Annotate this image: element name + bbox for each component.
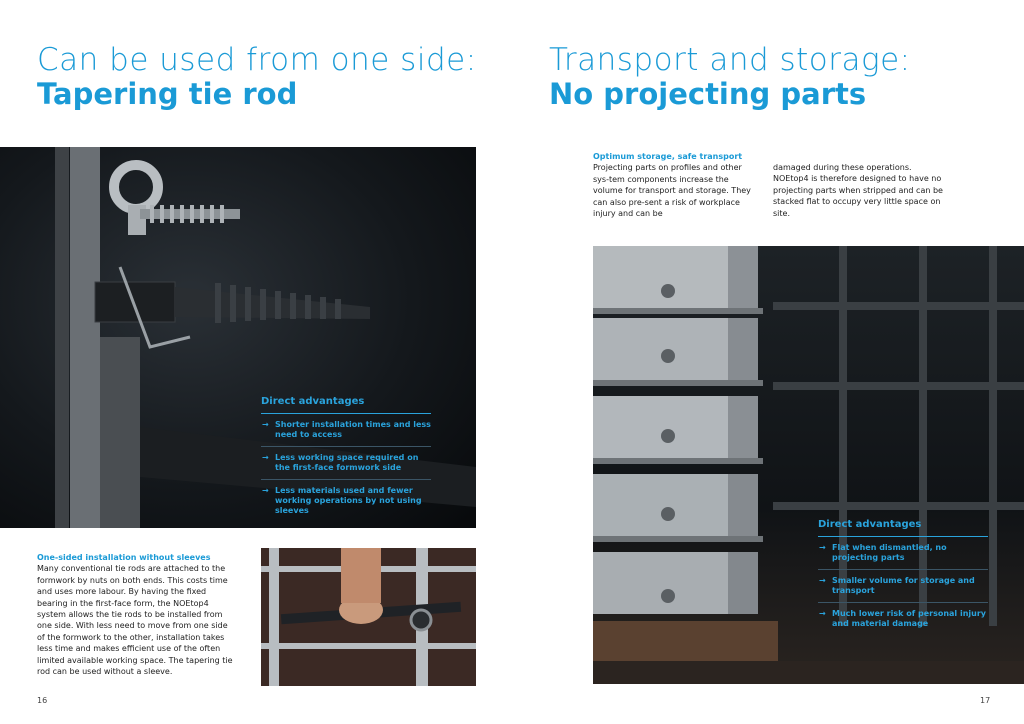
left-advantages-list [261,414,431,522]
advantage-text: Less working space required on the first-face formwork side [275,453,419,472]
list-item [818,537,988,570]
right-body-text-col2 [773,162,943,219]
advantage-text: Shorter installation times and less need to access [275,420,431,439]
list-item [261,480,431,522]
advantage-text: Much lower risk of personal injury and material damage [832,609,986,628]
left-body-text [37,552,237,677]
list-item [261,414,431,447]
right-body-text-col1 [593,151,758,219]
left-advantages-box [261,396,431,522]
right-headline-bold: No projecting parts [549,76,867,111]
right-body-paragraph-b: damaged during these operations. NOEtop4 is therefore designed to have no projecting parts when stripped and can be stacked flat to occupy very little space on site. [773,163,943,218]
right-body-lead: Optimum storage, safe transport [593,152,743,161]
left-headline-light: Can be used from one side: [37,42,477,78]
arrow-right-icon: → [262,420,269,429]
arrow-right-icon: → [819,543,826,552]
left-advantages-title: Direct advantages [261,396,431,414]
page-number-left: 16 [37,696,48,705]
advantage-text: Smaller volume for storage and transport [832,576,975,595]
installation-photo [261,548,476,686]
left-body-lead: One-sided installation without sleeves [37,553,211,562]
right-headline-light: Transport and storage: [549,42,911,78]
page-number-right: 17 [980,696,991,705]
left-body-paragraph: Many conventional tie rods are attached to the formwork by nuts on both ends. This costs time and uses more labour. By having the fixed bearing in the first-face form, the NOEtop4 system allows the tie rods to be installed from one side. With less need to move from one side of the formwork to the other, installation takes less time and makes efficient use of the often limited available working space. The tapering tie rod can be used without a sleeve. [37,564,233,677]
arrow-right-icon: → [262,486,269,495]
arrow-right-icon: → [819,576,826,585]
right-headline [549,44,911,109]
right-advantages-list [818,537,988,635]
installation-illustration [261,548,476,686]
left-headline [37,44,477,109]
arrow-right-icon: → [819,609,826,618]
list-item [261,447,431,480]
list-item [818,570,988,603]
right-advantages-box [818,519,988,635]
list-item [818,603,988,635]
advantage-text: Flat when dismantled, no projecting parts [832,543,947,562]
left-headline-bold: Tapering tie rod [37,76,298,111]
right-advantages-title: Direct advantages [818,519,988,537]
advantage-text: Less materials used and fewer working operations by not using sleeves [275,486,422,515]
right-body-paragraph-a: Projecting parts on profiles and other sys-tem components increase the volume for transport and storage. They can also pre-sent a risk of workplace injury and can be [593,163,751,219]
arrow-right-icon: → [262,453,269,462]
